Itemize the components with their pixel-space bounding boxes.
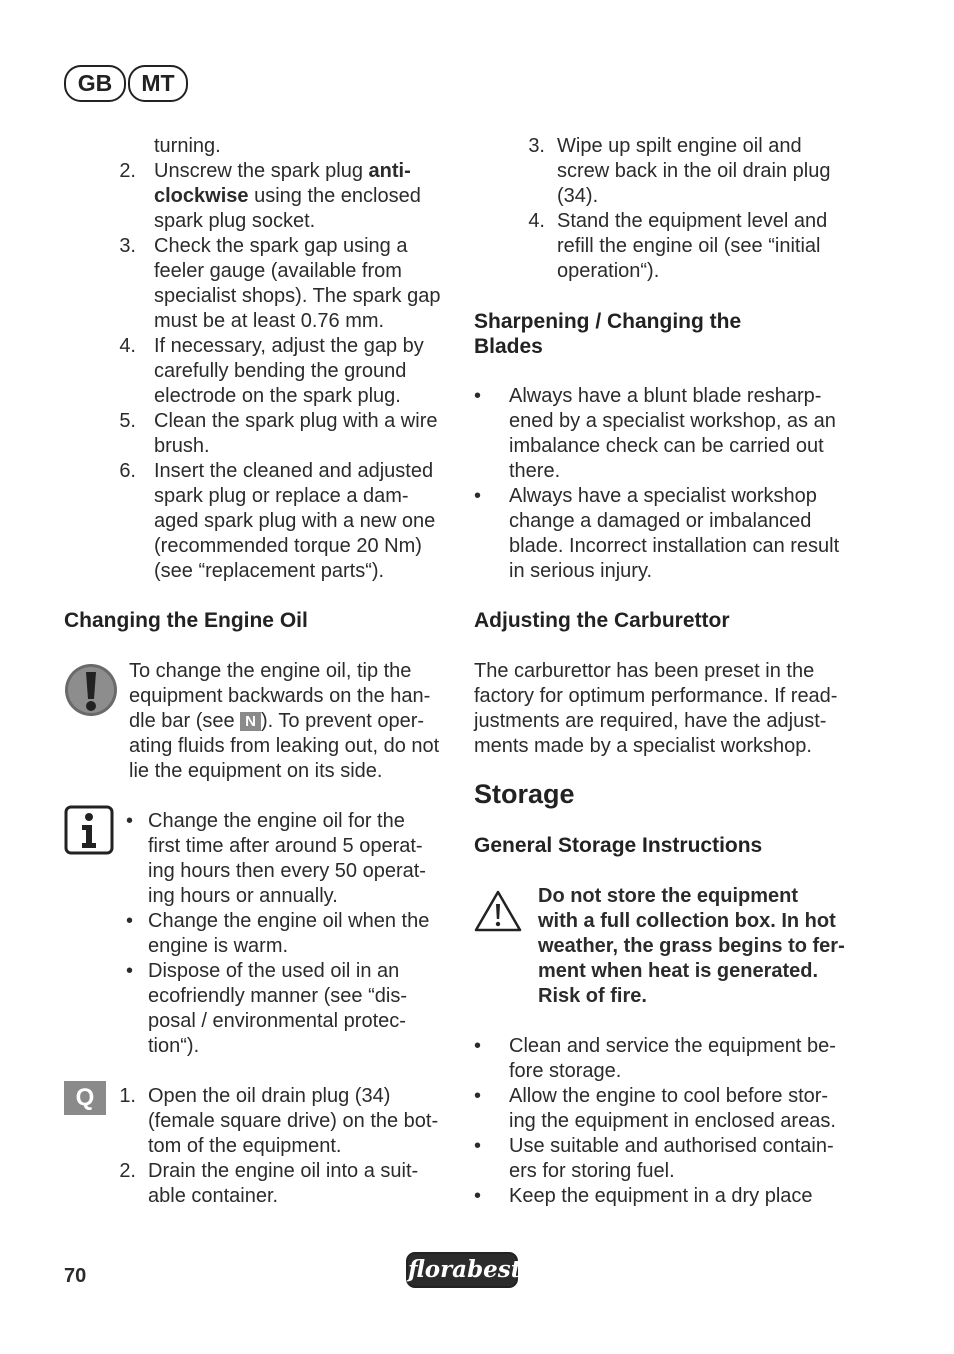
item-text: Always have a blunt blade resharp- (509, 385, 822, 407)
step-text: must be at least 0.76 mm. (154, 310, 385, 332)
step-text: Wipe up spilt engine oil and (557, 135, 802, 157)
bullet-dot: • (126, 910, 134, 932)
section-heading-storage: General Storage Instructions (474, 834, 763, 857)
item-text: Always have a specialist workshop (509, 485, 817, 507)
note-line: Do not store the equipment (538, 885, 798, 907)
step-number: 5. (119, 410, 136, 432)
step-text: tom of the equipment. (148, 1135, 342, 1157)
step-text: Insert the cleaned and adjusted (154, 460, 434, 482)
paragraph-line: ments made by a specialist workshop. (474, 735, 812, 757)
page-number: 70 (64, 1265, 87, 1287)
warning-note (129, 659, 454, 784)
note-line: ating fluids from leaking out, do not (129, 735, 440, 757)
chapter-title-storage: Storage (474, 779, 575, 809)
item-text: tion“). (148, 1035, 200, 1057)
step-text: brush. (154, 435, 210, 457)
step-text: Clean the spark plug with a wire (154, 410, 438, 432)
note-line: dle bar (see (129, 710, 241, 732)
item-text: Keep the equipment in a dry place (509, 1185, 813, 1207)
caution-note (538, 884, 868, 1009)
note-line: lie the equipment on its side. (129, 760, 383, 782)
item-text: change a damaged or imbalanced (509, 510, 812, 532)
item-text: ers for storing fuel. (509, 1160, 675, 1182)
step-text: able container. (148, 1185, 279, 1207)
item-text: in serious injury. (509, 560, 653, 582)
step-number: 3. (119, 235, 136, 257)
item-text: blade. Incorrect installation can result (509, 535, 840, 557)
step-text-bold: clockwise (154, 185, 249, 207)
step-number: 4. (528, 210, 545, 232)
step-text: (female square drive) on the bot- (148, 1110, 439, 1132)
warning-triangle-icon (474, 889, 522, 933)
item-text: Change the engine oil when the (148, 910, 430, 932)
item-text: ing hours or annually. (148, 885, 338, 907)
item-text: fore storage. (509, 1060, 622, 1082)
step-text: If necessary, adjust the gap by (154, 335, 424, 357)
item-text: imbalance check can be carried out (509, 435, 824, 457)
item-text: engine is warm. (148, 935, 289, 957)
paragraph-line: factory for optimum performance. If read- (474, 685, 838, 707)
step-text: operation“). (557, 260, 660, 282)
step-text: screw back in the oil drain plug (557, 160, 831, 182)
carburettor-paragraph (474, 659, 864, 759)
note-line: with a full collection box. In hot (538, 910, 836, 932)
brand-logo: florabest (406, 1252, 518, 1288)
step-text: spark plug socket. (154, 210, 316, 232)
step-text-bold: anti- (368, 160, 411, 182)
bullet-dot: • (474, 385, 482, 407)
step-number: 2. (119, 160, 136, 182)
bullet-dot: • (474, 485, 482, 507)
bullet-dot: • (126, 810, 134, 832)
continued-line: turning. (154, 135, 221, 157)
bullet-dot: • (474, 1035, 482, 1057)
step-text: refill the engine oil (see “initial (557, 235, 821, 257)
section-heading-engine-oil: Changing the Engine Oil (64, 609, 308, 632)
step-text: spark plug or replace a dam- (154, 485, 409, 507)
step-number: 4. (119, 335, 136, 357)
note-line: ). To prevent oper- (261, 710, 425, 732)
item-text: Clean and service the equipment be- (509, 1035, 836, 1057)
note-line: Risk of fire. (538, 985, 647, 1007)
item-text: ened by a specialist workshop, as an (509, 410, 836, 432)
step-number: 6. (119, 460, 136, 482)
item-text: Change the engine oil for the (148, 810, 405, 832)
figure-q-badge: Q (64, 1081, 106, 1115)
paragraph-line: The carburettor has been preset in the (474, 660, 815, 682)
step-number: 3. (528, 135, 545, 157)
step-text: (see “replacement parts“). (154, 560, 385, 582)
language-badge-gb: GB (64, 65, 126, 102)
step-text: aged spark plug with a new one (154, 510, 436, 532)
info-icon (64, 805, 114, 855)
step-text: carefully bending the ground (154, 360, 407, 382)
bullet-dot: • (474, 1085, 482, 1107)
figure-reference-badge: N (240, 712, 261, 731)
heading-line: Sharpening / Changing the (474, 310, 742, 333)
item-text: ecofriendly manner (see “dis- (148, 985, 407, 1007)
step-text: specialist shops). The spark gap (154, 285, 441, 307)
section-heading-carburettor: Adjusting the Carburettor (474, 609, 730, 632)
paragraph-line: justments are required, have the adjust- (474, 710, 827, 732)
item-text: Allow the engine to cool before stor- (509, 1085, 829, 1107)
item-text: ing the equipment in enclosed areas. (509, 1110, 836, 1132)
note-line: ment when heat is generated. (538, 960, 819, 982)
step-number: 2. (119, 1160, 136, 1182)
step-text: (recommended torque 20 Nm) (154, 535, 422, 557)
bullet-dot: • (474, 1135, 482, 1157)
item-text: Dispose of the used oil in an (148, 960, 400, 982)
item-text: ing hours then every 50 operat- (148, 860, 426, 882)
note-line: weather, the grass begins to fer- (538, 935, 845, 957)
item-text: first time after around 5 operat- (148, 835, 423, 857)
note-line: equipment backwards on the han- (129, 685, 431, 707)
item-text: there. (509, 460, 561, 482)
step-text: Drain the engine oil into a suit- (148, 1160, 419, 1182)
bullet-dot: • (474, 1185, 482, 1207)
step-text: Stand the equipment level and (557, 210, 828, 232)
bullet-dot: • (126, 960, 134, 982)
step-text: electrode on the spark plug. (154, 385, 401, 407)
item-text: Use suitable and authorised contain- (509, 1135, 834, 1157)
step-text: (34). (557, 185, 599, 207)
step-number: 1. (119, 1085, 136, 1107)
language-badge-mt: MT (128, 65, 188, 102)
step-text: using the enclosed (248, 185, 421, 207)
step-text: Unscrew the spark plug (154, 160, 369, 182)
heading-line: Blades (474, 335, 543, 358)
item-text: posal / environmental protec- (148, 1010, 406, 1032)
step-text: Open the oil drain plug (34) (148, 1085, 391, 1107)
step-text: feeler gauge (available from (154, 260, 402, 282)
exclamation-icon (64, 663, 118, 717)
note-line: To change the engine oil, tip the (129, 660, 412, 682)
step-text: Check the spark gap using a (154, 235, 408, 257)
section-heading-blades (474, 309, 874, 359)
